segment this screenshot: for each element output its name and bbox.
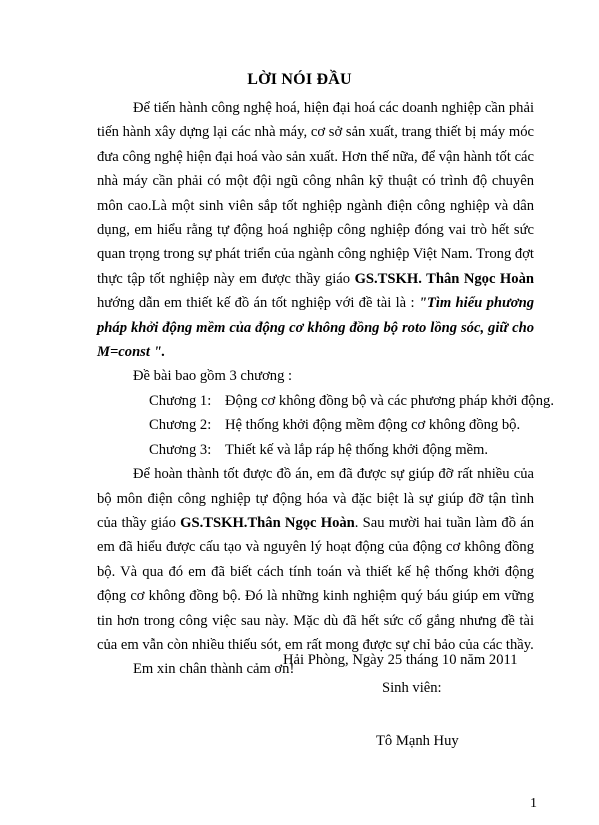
chapter-title: Hệ thống khởi động mềm động cơ không đồng bộ. (225, 417, 521, 434)
date-line: Hải Phòng, Ngày 25 tháng 10 năm 2011 (283, 652, 518, 668)
signature-role: Sinh viên: (382, 680, 442, 696)
thesis-topic: "Tìm hiểu phương pháp khởi động mềm của động cơ không đồng bộ roto lồng sóc, giữ cho M=const ". (97, 295, 534, 361)
chapter-item (97, 389, 554, 413)
chapter-number: Chương 3: (149, 441, 212, 458)
acknowledgement-paragraph (97, 462, 534, 657)
page-number: 1 (530, 796, 537, 811)
chapter-item (97, 413, 534, 437)
intro-text-mid: hướng dẫn em thiết kế đồ án tốt nghiệp với đề tài là : (97, 295, 419, 312)
author-name: Tô Mạnh Huy (376, 733, 459, 749)
ack-text-start: Để hoàn thành tốt được đồ án, em đã được sự giúp đỡ rất nhiều của bộ môn điện công nghiệp tự động hóa và đặc biệt là sự giúp đỡ tận tình của thầy giáo (97, 466, 534, 531)
chapters-intro: Đề bài bao gồm 3 chương : (133, 368, 293, 385)
page-title: LỜI NÓI ĐẦU (247, 71, 352, 88)
supervisor-name: GS.TSKH. Thân Ngọc Hoàn (354, 270, 534, 287)
supervisor-name-2: GS.TSKH.Thân Ngọc Hoàn (180, 514, 355, 531)
intro-paragraph (97, 96, 534, 364)
chapter-number: Chương 2: (149, 417, 212, 434)
chapter-title: Thiết kế và lắp ráp hệ thống khởi động mềm. (225, 441, 489, 458)
chapter-item (97, 438, 534, 462)
chapter-number: Chương 1: (149, 392, 212, 409)
intro-text: Để tiến hành công nghệ hoá, hiện đại hoá các doanh nghiệp cần phải tiến hành xây dựng lại các nhà máy, cơ sở sản xuất, trang thiết bị máy móc đưa công nghệ hiện đại hoá vào sản xuất. Hơn thế nữa, để vận hành tốt các nhà máy cần phải có một đội ngũ công nhân kỹ thuật có trình độ chuyên môn cao.Là một sinh viên sắp tốt nghiệp ngành điện công nghiệp và dân dụng, em hiểu rằng tự động hoá nghiệp công nghiệp đóng vai trò hết sức quan trọng trong sự phát triển của ngành công nghiệp Việt Nam. Trong đợt thực tập tốt nghiệp này em được thầy giáo (97, 100, 534, 287)
chapter-title: Động cơ không đồng bộ và các phương pháp khởi động. (225, 392, 554, 409)
ack-text-end: . Sau mười hai tuần làm đồ án em đã hiểu được cấu tạo và nguyên lý hoạt động của động cơ không đồng bộ. Và qua đó em đã biết cách tính toán và thiết kế hệ thống khởi động động cơ không đồng bộ. Đó là những kinh nghiệm quý báu giúp em vững tin hơn trong công việc sau này. Mặc dù đã hết sức cố gắng nhưng đề tài của em vẫn còn nhiều thiếu sót, em rất mong được sự chỉ bảo của các thầy. (97, 514, 534, 653)
document-body (97, 96, 554, 682)
thanks-line: Em xin chân thành cảm ơn! (133, 661, 295, 678)
